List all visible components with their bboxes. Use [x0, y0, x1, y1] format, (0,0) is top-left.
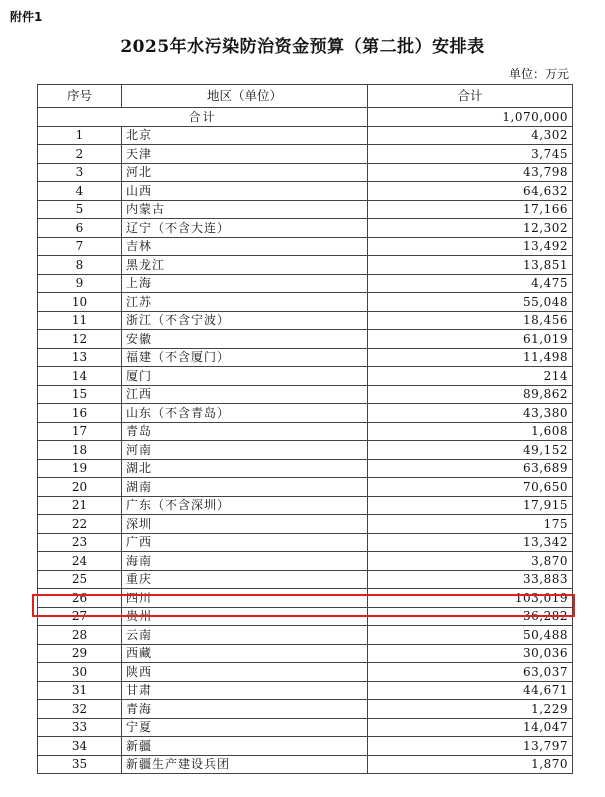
total-row	[38, 108, 573, 127]
row-region: 江苏	[122, 293, 368, 312]
table-row	[38, 700, 573, 719]
row-region: 云南	[122, 626, 368, 645]
header-region: 地区（单位）	[122, 85, 368, 108]
row-amount: 1,870	[368, 755, 573, 774]
row-amount: 70,650	[368, 478, 573, 497]
row-region: 新疆	[122, 737, 368, 756]
row-amount: 89,862	[368, 385, 573, 404]
table-row	[38, 274, 573, 293]
table-row	[38, 348, 573, 367]
table-row	[38, 626, 573, 645]
row-number: 10	[38, 293, 122, 312]
table-row	[38, 219, 573, 238]
row-number: 7	[38, 237, 122, 256]
row-number: 29	[38, 644, 122, 663]
row-region: 新疆生产建设兵团	[122, 755, 368, 774]
row-number: 34	[38, 737, 122, 756]
row-number: 33	[38, 718, 122, 737]
row-region: 江西	[122, 385, 368, 404]
row-amount: 175	[368, 515, 573, 534]
row-region: 湖南	[122, 478, 368, 497]
row-region: 广东（不含深圳）	[122, 496, 368, 515]
row-region: 河南	[122, 441, 368, 460]
table-row	[38, 200, 573, 219]
table-row	[38, 256, 573, 275]
row-region: 北京	[122, 126, 368, 145]
table-row	[38, 330, 573, 349]
row-number: 17	[38, 422, 122, 441]
row-number: 2	[38, 145, 122, 164]
row-region: 青岛	[122, 422, 368, 441]
row-number: 8	[38, 256, 122, 275]
row-number: 9	[38, 274, 122, 293]
row-number: 1	[38, 126, 122, 145]
row-region: 四川	[122, 589, 368, 608]
row-amount: 55,048	[368, 293, 573, 312]
row-amount: 12,302	[368, 219, 573, 238]
row-region: 甘肃	[122, 681, 368, 700]
row-region: 吉林	[122, 237, 368, 256]
budget-table	[37, 84, 573, 774]
row-number: 13	[38, 348, 122, 367]
header-total: 合计	[368, 85, 573, 108]
row-amount: 13,851	[368, 256, 573, 275]
row-amount: 13,492	[368, 237, 573, 256]
row-region: 辽宁（不含大连）	[122, 219, 368, 238]
row-number: 11	[38, 311, 122, 330]
row-region: 青海	[122, 700, 368, 719]
table-row	[38, 515, 573, 534]
row-region: 山西	[122, 182, 368, 201]
table-row	[38, 552, 573, 571]
row-amount: 103,019	[368, 589, 573, 608]
total-label: 合计	[38, 108, 368, 127]
table-row	[38, 589, 573, 608]
table-row	[38, 533, 573, 552]
row-amount: 63,689	[368, 459, 573, 478]
row-number: 3	[38, 163, 122, 182]
document-title: 2025年水污染防治资金预算（第二批）安排表	[120, 37, 485, 57]
row-region: 安徽	[122, 330, 368, 349]
row-amount: 49,152	[368, 441, 573, 460]
row-amount: 3,745	[368, 145, 573, 164]
row-amount: 33,883	[368, 570, 573, 589]
table-row	[38, 182, 573, 201]
row-number: 16	[38, 404, 122, 423]
row-amount: 18,456	[368, 311, 573, 330]
annex-label: 附件1	[10, 10, 43, 24]
row-number: 14	[38, 367, 122, 386]
table-row	[38, 237, 573, 256]
row-number: 32	[38, 700, 122, 719]
row-amount: 36,282	[368, 607, 573, 626]
row-region: 厦门	[122, 367, 368, 386]
row-region: 西藏	[122, 644, 368, 663]
table-row	[38, 126, 573, 145]
row-number: 27	[38, 607, 122, 626]
row-amount: 4,475	[368, 274, 573, 293]
row-region: 湖北	[122, 459, 368, 478]
table-row	[38, 644, 573, 663]
row-amount: 17,166	[368, 200, 573, 219]
row-region: 山东（不含青岛）	[122, 404, 368, 423]
unit-label: 单位：万元	[508, 67, 569, 81]
row-number: 31	[38, 681, 122, 700]
row-amount: 30,036	[368, 644, 573, 663]
row-amount: 1,608	[368, 422, 573, 441]
row-amount: 61,019	[368, 330, 573, 349]
header-number: 序号	[38, 85, 122, 108]
table-row	[38, 145, 573, 164]
row-amount: 3,870	[368, 552, 573, 571]
row-region: 广西	[122, 533, 368, 552]
total-value: 1,070,000	[368, 108, 573, 127]
row-number: 25	[38, 570, 122, 589]
row-number: 12	[38, 330, 122, 349]
row-region: 上海	[122, 274, 368, 293]
row-number: 28	[38, 626, 122, 645]
table-row	[38, 311, 573, 330]
table-row	[38, 459, 573, 478]
table-row	[38, 293, 573, 312]
row-amount: 17,915	[368, 496, 573, 515]
row-amount: 13,797	[368, 737, 573, 756]
table-row	[38, 422, 573, 441]
row-amount: 214	[368, 367, 573, 386]
table-row	[38, 570, 573, 589]
row-amount: 43,380	[368, 404, 573, 423]
row-amount: 50,488	[368, 626, 573, 645]
row-region: 河北	[122, 163, 368, 182]
row-number: 15	[38, 385, 122, 404]
row-region: 天津	[122, 145, 368, 164]
table-row	[38, 607, 573, 626]
row-number: 18	[38, 441, 122, 460]
row-number: 6	[38, 219, 122, 238]
table-body	[38, 108, 573, 774]
row-number: 4	[38, 182, 122, 201]
table-row	[38, 663, 573, 682]
row-region: 福建（不含厦门）	[122, 348, 368, 367]
row-number: 5	[38, 200, 122, 219]
row-number: 20	[38, 478, 122, 497]
table-row	[38, 163, 573, 182]
row-number: 21	[38, 496, 122, 515]
row-amount: 13,342	[368, 533, 573, 552]
row-region: 陕西	[122, 663, 368, 682]
row-region: 黑龙江	[122, 256, 368, 275]
row-number: 23	[38, 533, 122, 552]
row-amount: 4,302	[368, 126, 573, 145]
row-region: 深圳	[122, 515, 368, 534]
row-amount: 1,229	[368, 700, 573, 719]
table-header-row	[38, 85, 573, 108]
row-region: 浙江（不含宁波）	[122, 311, 368, 330]
row-region: 宁夏	[122, 718, 368, 737]
row-number: 19	[38, 459, 122, 478]
row-number: 26	[38, 589, 122, 608]
row-amount: 64,632	[368, 182, 573, 201]
table-row	[38, 737, 573, 756]
table-row	[38, 496, 573, 515]
table-row	[38, 404, 573, 423]
row-number: 22	[38, 515, 122, 534]
table-row	[38, 478, 573, 497]
row-region: 重庆	[122, 570, 368, 589]
row-region: 海南	[122, 552, 368, 571]
table-row	[38, 718, 573, 737]
row-number: 30	[38, 663, 122, 682]
table-row	[38, 367, 573, 386]
row-amount: 14,047	[368, 718, 573, 737]
row-region: 贵州	[122, 607, 368, 626]
row-amount: 43,798	[368, 163, 573, 182]
row-amount: 44,671	[368, 681, 573, 700]
row-amount: 11,498	[368, 348, 573, 367]
row-number: 35	[38, 755, 122, 774]
table-row	[38, 441, 573, 460]
table-row	[38, 681, 573, 700]
table-row	[38, 385, 573, 404]
row-region: 内蒙古	[122, 200, 368, 219]
row-number: 24	[38, 552, 122, 571]
table-row	[38, 755, 573, 774]
row-amount: 63,037	[368, 663, 573, 682]
